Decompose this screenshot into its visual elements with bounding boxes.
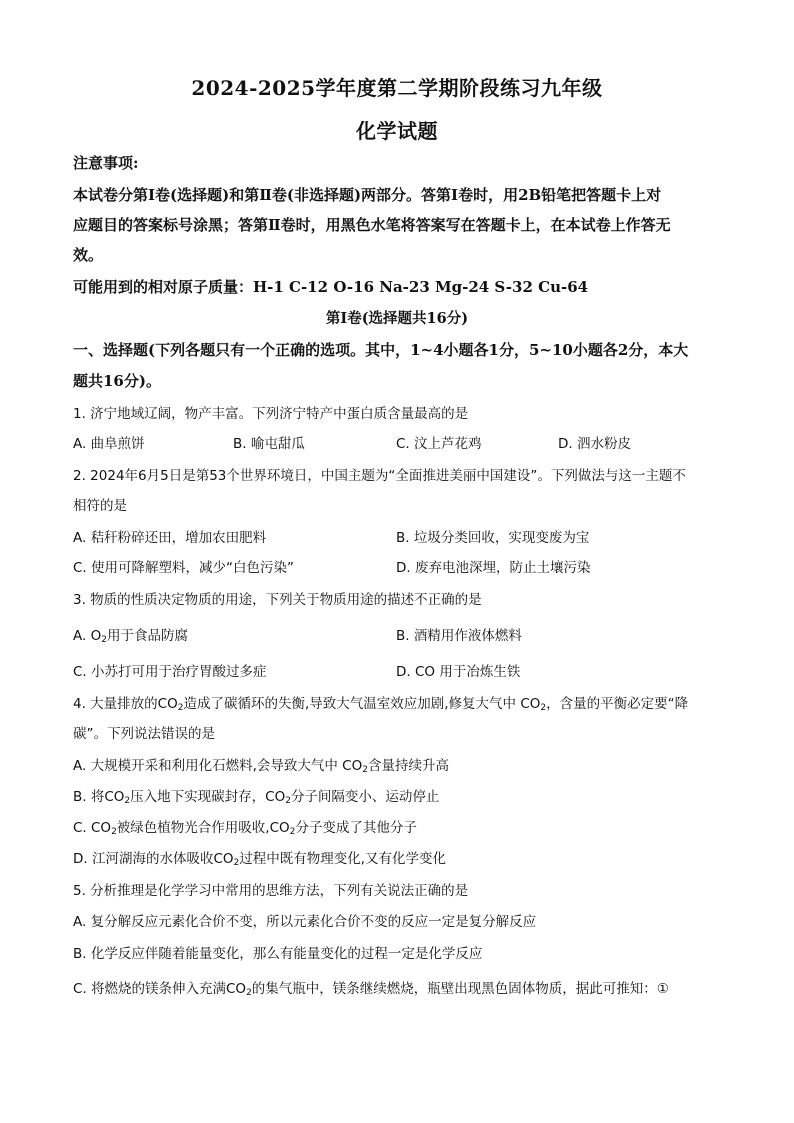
question-3-option-c: C. 小苏打可用于治疗胃酸过多症	[73, 664, 267, 680]
notice-line-3: 效。	[73, 246, 104, 264]
notice-line-1: 本试卷分第Ⅰ卷(选择题)和第Ⅱ卷(非选择题)两部分。答第Ⅰ卷时，用2B铅笔把答题卡上对	[73, 186, 662, 204]
question-5-option-c: C. 将燃烧的镁条伸入充满$CO_2$的集气瓶中，镁条继续燃烧，瓶壁出现黑色固体物质，据此可推知：①	[73, 981, 669, 998]
question-5-stem: 5. 分析推理是化学学习中常用的思维方法，下列有关说法正确的是	[73, 883, 469, 899]
exam-title: 2024-2025学年度第二学期阶段练习九年级	[191, 76, 603, 100]
question-3-option-b: B. 酒精用作液体燃料	[396, 628, 522, 644]
question-5-option-a: A. 复分解反应元素化合价不变，所以元素化合价不变的反应一定是复分解反应	[73, 914, 537, 930]
question-4-option-a: A. 大规模开采和利用化石燃料,会导致大气中 $CO_2$含量持续升高	[73, 758, 449, 775]
exam-subject: 化学试题	[356, 119, 438, 143]
question-4-option-b: B. 将$CO_2$压入地下实现碳封存，$CO_2$分子间隔变小、运动停止	[73, 789, 440, 806]
notice-line-2: 应题目的答案标号涂黑；答第Ⅱ卷时，用黑色水笔将答案写在答题卡上，在本试卷上作答无	[73, 216, 671, 234]
question-5-option-b: B. 化学反应伴随着能量变化，那么有能量变化的过程一定是化学反应	[73, 946, 483, 962]
question-2-stem-line-2: 相符的是	[73, 498, 127, 514]
question-1-stem: 1. 济宁地域辽阔，物产丰富。下列济宁特产中蛋白质含量最高的是	[73, 406, 469, 422]
question-2-option-a: A. 秸秆粉碎还田，增加农田肥料	[73, 530, 267, 546]
section-instructions-line-2: 题共16分)。	[73, 372, 161, 390]
notice-heading: 注意事项:	[73, 154, 139, 172]
question-4-stem-line-2: 碳”。下列说法错误的是	[73, 726, 215, 742]
question-2-stem-line-1: 2. 2024年6月5日是第53个世界环境日，中国主题为“全面推进美丽中国建设”。下列做法与这一主题不	[73, 468, 686, 484]
question-3-stem: 3. 物质的性质决定物质的用途，下列关于物质用途的描述不正确的是	[73, 592, 482, 608]
question-2-option-d: D. 废弃电池深埋，防止土壤污染	[396, 560, 591, 576]
question-1-option-a: A. 曲阜煎饼	[73, 436, 145, 452]
part-one-heading: 第Ⅰ卷(选择题共16分)	[325, 310, 469, 327]
atomic-mass-line: 可能用到的相对原子质量：H-1 C-12 O-16 Na-23 Mg-24 S-32 Cu-64	[73, 278, 589, 296]
question-2-option-c: C. 使用可降解塑料，减少“白色污染”	[73, 560, 294, 576]
question-1-option-d: D. 泗水粉皮	[558, 436, 631, 452]
question-2-option-b: B. 垃圾分类回收，实现变废为宝	[396, 530, 590, 546]
section-instructions-line-1: 一、选择题(下列各题只有一个正确的选项。其中，1~4小题各1分，5~10小题各2分，本大	[73, 341, 689, 359]
question-4-stem-line-1: 4. 大量排放的$CO_2$造成了碳循环的失衡,导致大气温室效应加剧,修复大气中 $CO_2$，含量的平衡必定要“降	[73, 696, 689, 713]
question-1-option-b: B. 喻屯甜瓜	[233, 436, 305, 452]
question-3-option-a: A. $O_2$用于食品防腐	[73, 628, 188, 645]
question-3-option-d: D. CO 用于冶炼生铁	[396, 664, 521, 680]
question-1-option-c: C. 汶上芦花鸡	[396, 436, 482, 452]
question-4-option-d: D. 江河湖海的水体吸收$CO_2$过程中既有物理变化,又有化学变化	[73, 851, 447, 868]
question-4-option-c: C. $CO_2$被绿色植物光合作用吸收$,CO_2$分子变成了其他分子	[73, 820, 417, 837]
